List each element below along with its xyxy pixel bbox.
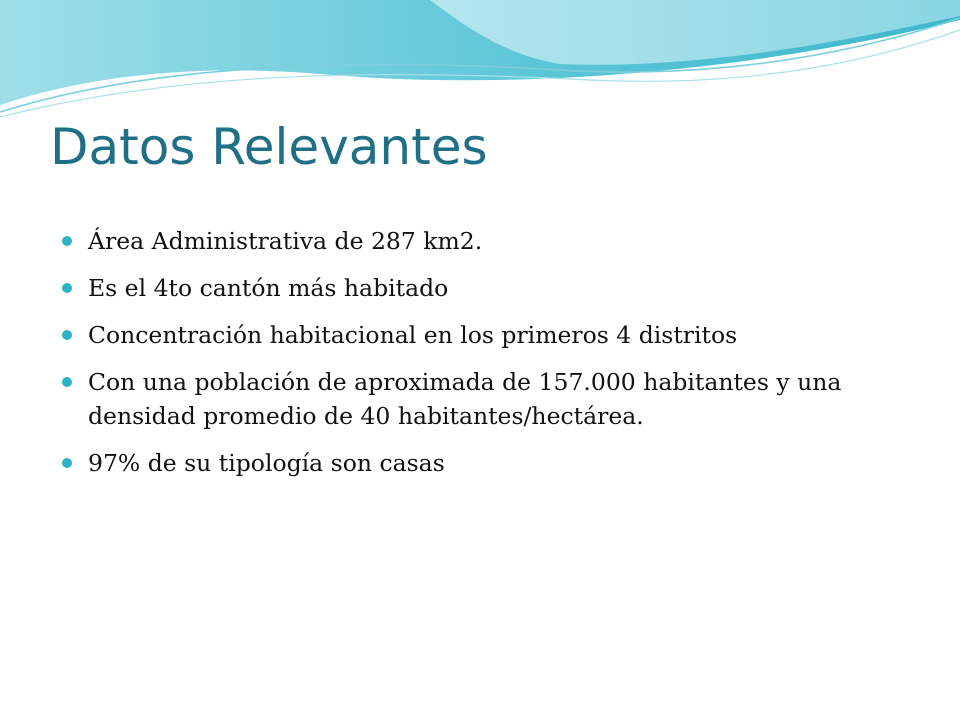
bullet-text: Concentración habitacional en los primeros 4 distritos [88, 321, 738, 349]
bullet-text: Con una población de aproximada de 157.000 habitantes y una densidad promedio de 40 habitantes/hectárea. [88, 368, 842, 430]
bullet-item [62, 446, 922, 480]
bullet-item [62, 224, 922, 258]
bullet-text: Es el 4to cantón más habitado [88, 274, 449, 302]
bullet-item [62, 318, 922, 352]
bullet-dot-icon [62, 236, 72, 246]
bullet-dot-icon [62, 283, 72, 293]
bullet-dot-icon [62, 330, 72, 340]
header-wave-decoration [0, 0, 960, 120]
bullet-item [62, 365, 922, 433]
bullet-list [62, 224, 922, 493]
bullet-item [62, 271, 922, 305]
bullet-text: 97% de su tipología son casas [88, 449, 445, 477]
bullet-dot-icon [62, 377, 72, 387]
bullet-dot-icon [62, 458, 72, 468]
bullet-text: Área Administrativa de 287 km2. [88, 227, 483, 255]
slide-title: Datos Relevantes [50, 118, 488, 176]
